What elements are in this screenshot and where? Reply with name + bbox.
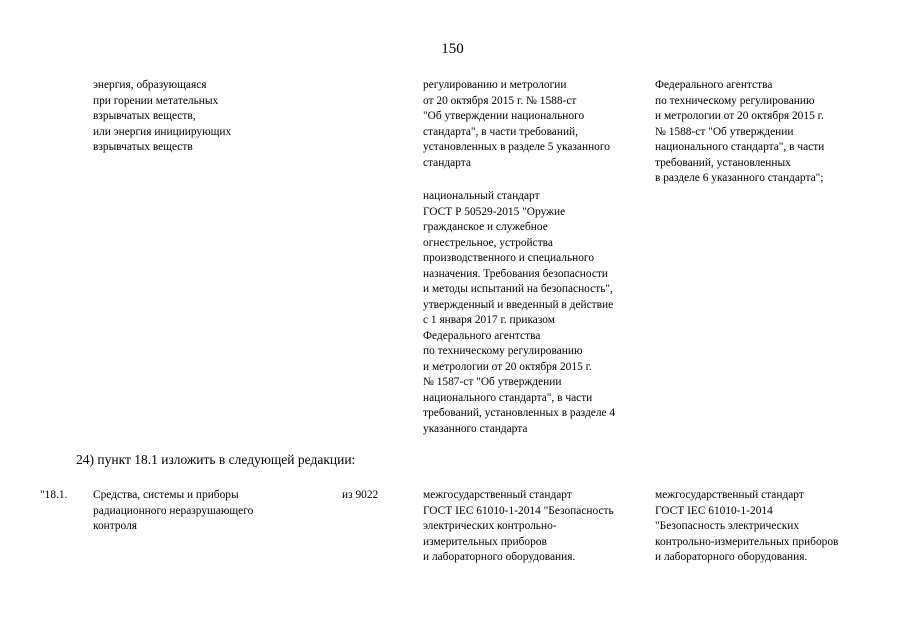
row-product-name: Средства, системы и приборы радиационного неразрушающего контроля	[93, 489, 254, 532]
standard-text-continued: регулированию и метрологии от 20 октября 2015 г. № 1588-ст "Об утверждении национального стандарта", в части требований, установленных в разделе 5 указанного стандарта	[423, 79, 610, 169]
row-number: "18.1.	[40, 489, 68, 501]
section-heading: 24) пункт 18.1 изложить в следующей редакции:	[76, 452, 356, 467]
row-standard-b: межгосударственный стандарт ГОСТ IEC 61010-1-2014 "Безопасность электрических контрольно-измерительных приборов и лабораторного оборудования.	[655, 489, 839, 563]
standard-last-column: Федерального агентства по техническому регулированию и метрологии от 20 октября 2015 г. № 1588-ст "Об утверждении национального стандарта", в части требований, установленных в разделе 6 указанного стандарта";	[655, 79, 825, 184]
product-name-continued: энергия, образующаяся при горении метательных взрывчатых веществ, или энергия инициирующих взрывчатых веществ	[93, 79, 232, 153]
page-number: 150	[441, 41, 464, 57]
row-code: из 9022	[342, 489, 379, 501]
standard-gost-50529: национальный стандарт ГОСТ Р 50529-2015 "Оружие гражданское и служебное огнестрельное, устройства производственного и специального назначения. Требования безопасности и методы испытаний на безопасность", утвержденный и введенный в действие с 1 января 2017 г. приказом Федерального агентства по техническому регулированию и метрологии от 20 октября 2015 г. № 1587-ст "Об утверждении национального стандарта", в части требований, установленных в разделе 4 указанного стандарта	[423, 190, 616, 435]
row-standard-a: межгосударственный стандарт ГОСТ IEC 61010-1-2014 "Безопасность электрических контрольно- измерительных приборов и лабораторного оборудования.	[423, 489, 614, 563]
